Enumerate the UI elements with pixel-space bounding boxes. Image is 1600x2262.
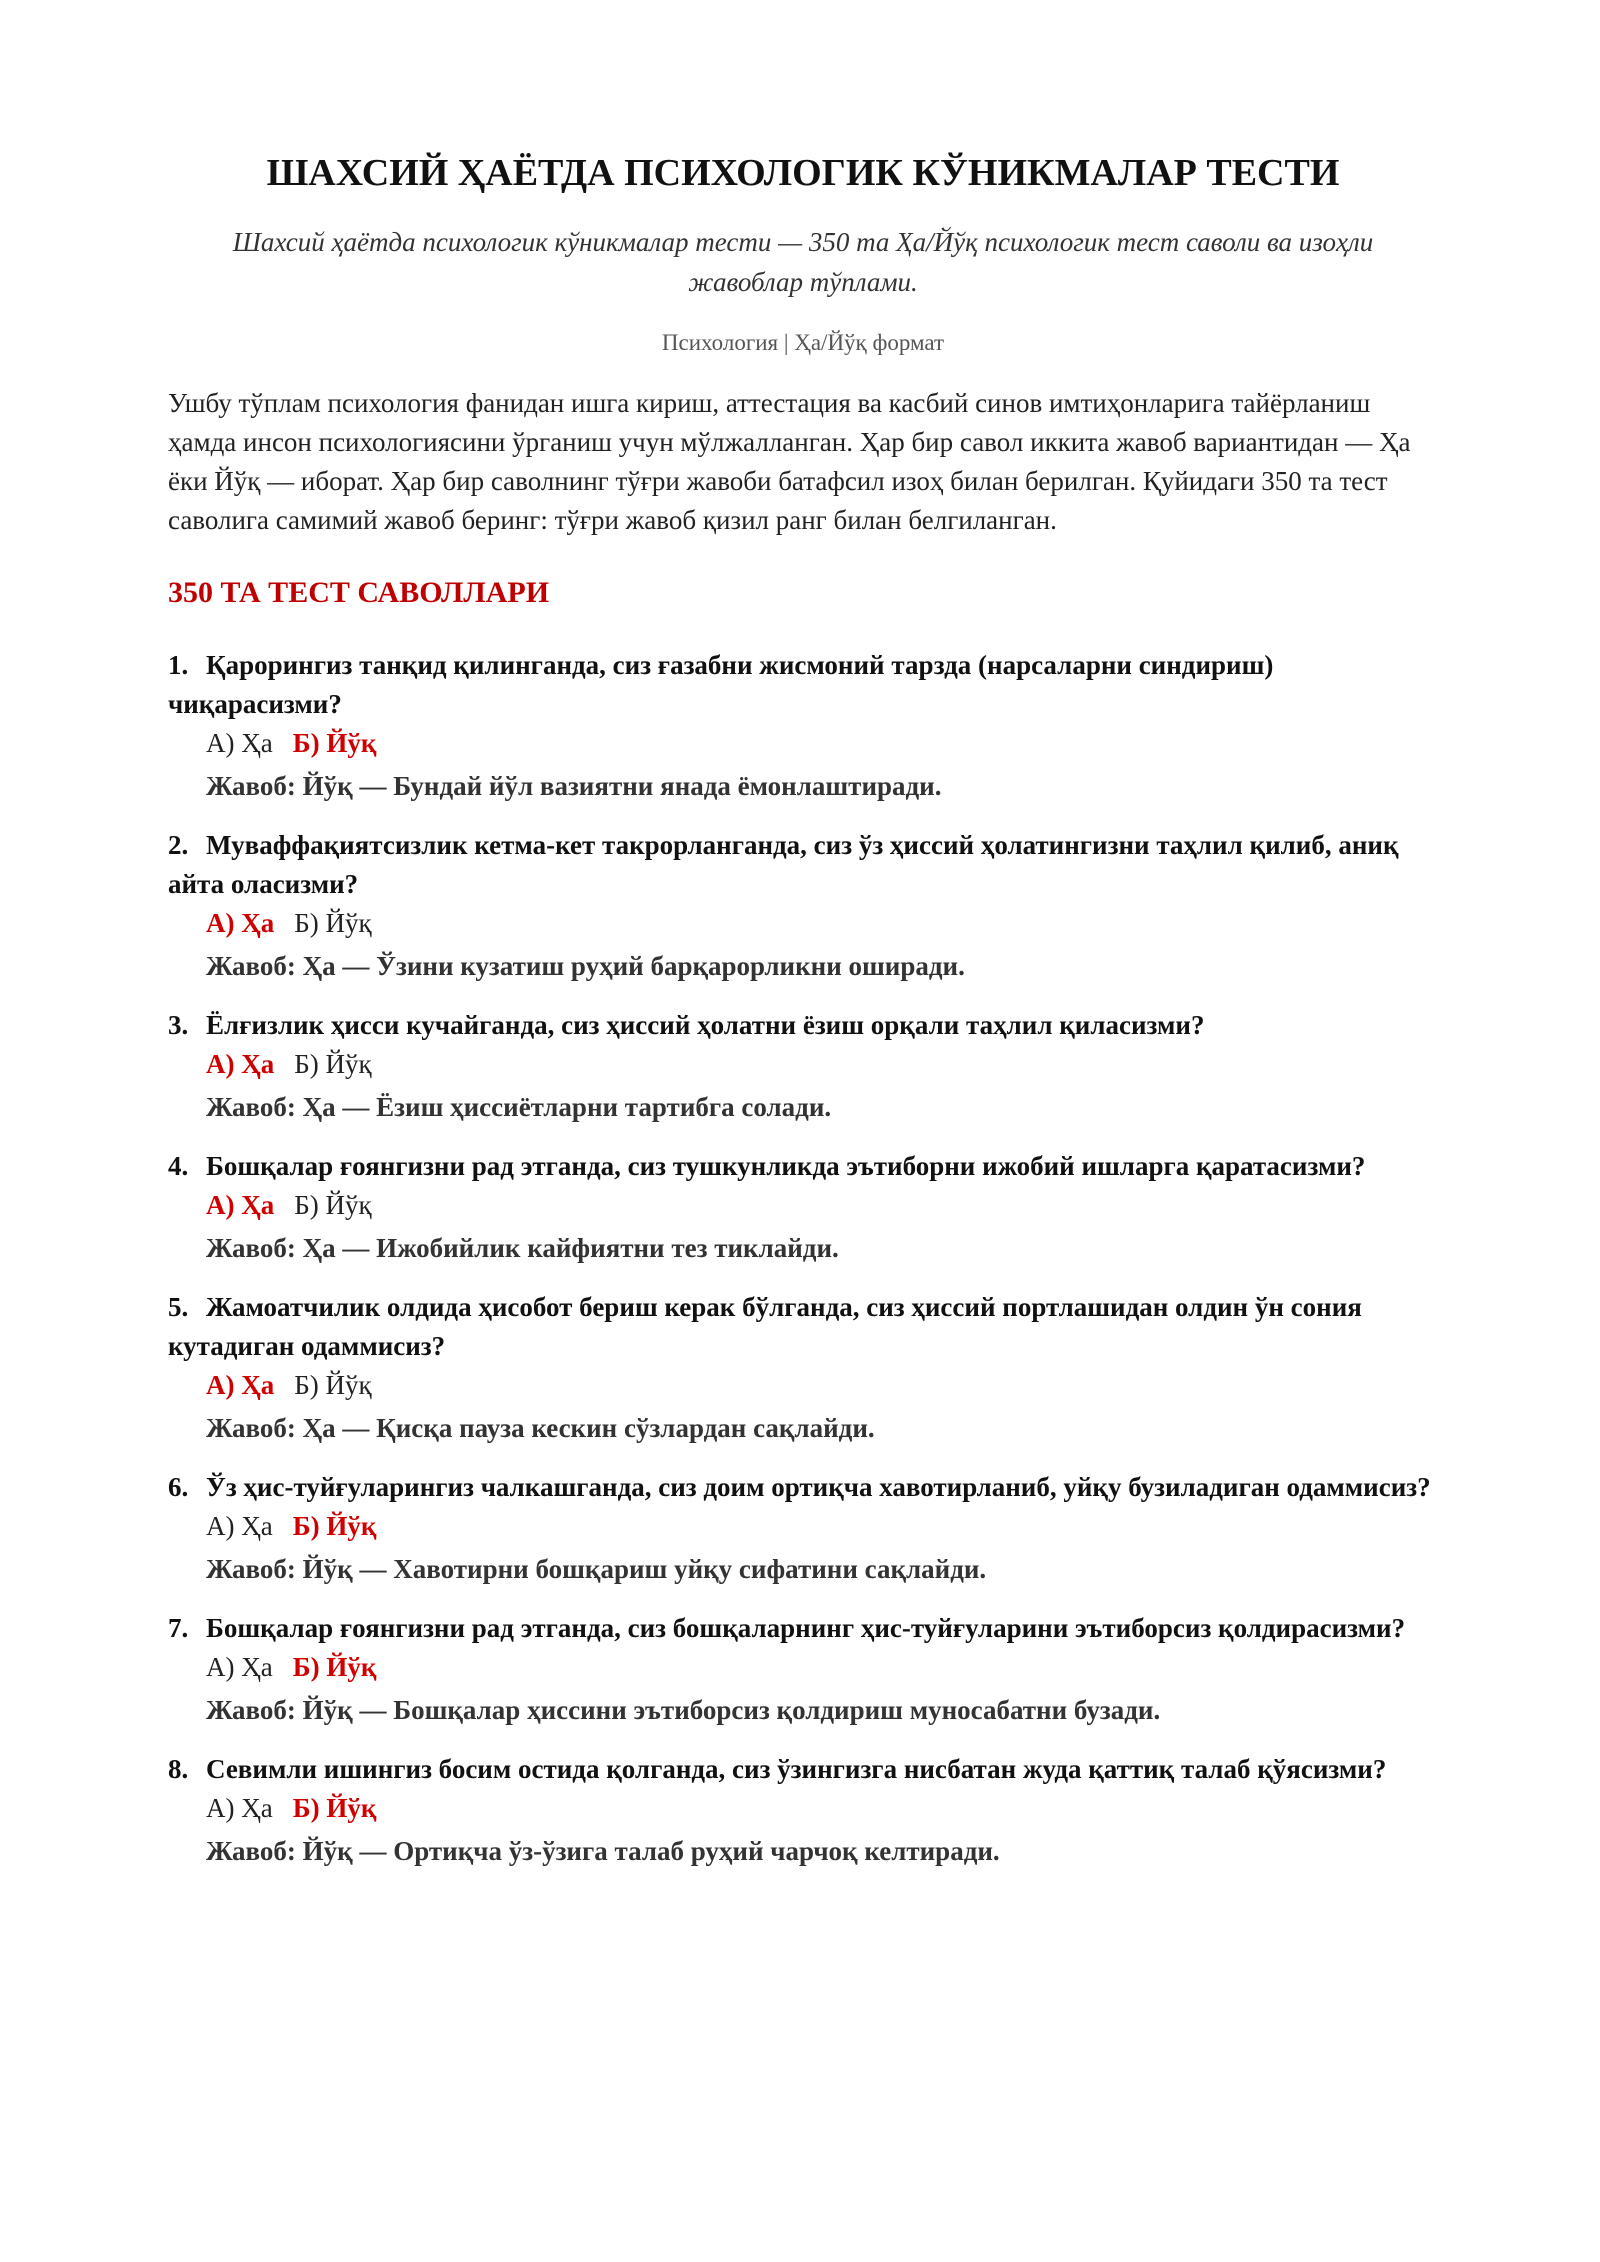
- question-text-line: [168, 646, 1438, 724]
- document-page: [168, 150, 1438, 1891]
- answer-explanation: Жавоб: Йўқ — Бошқалар ҳиссини эътиборсиз қолдириш муносабатни бузади.: [206, 1695, 1161, 1725]
- question-item: [168, 826, 1438, 986]
- question-item: [168, 1006, 1438, 1127]
- question-text: Севимли ишингиз босим остида қолганда, сиз ўзингизга нисбатан жуда қаттиқ талаб қўясизми?: [206, 1754, 1387, 1784]
- document-meta: Психология | Ҳа/Йўқ формат: [661, 330, 945, 355]
- question-text-line: [168, 1468, 1438, 1507]
- option-b[interactable]: Б) Йўқ: [292, 1793, 377, 1823]
- option-b[interactable]: Б) Йўқ: [292, 1511, 377, 1541]
- question-text: Бошқалар ғоянгизни рад этганда, сиз тушкунликда эътиборни ижобий ишларга қаратасизми?: [206, 1151, 1366, 1181]
- option-a[interactable]: А) Ҳа: [206, 728, 273, 758]
- document-title: ШАХСИЙ ҲАЁТДА ПСИХОЛОГИК КЎНИКМАЛАР ТЕСТИ: [266, 152, 1340, 194]
- question-text: Ёлғизлик ҳисси кучайганда, сиз ҳиссий ҳолатни ёзиш орқали таҳлил қиласизми?: [206, 1010, 1205, 1040]
- answer-options: [206, 1507, 1438, 1546]
- option-a[interactable]: А) Ҳа: [206, 1652, 273, 1682]
- option-b[interactable]: Б) Йўқ: [294, 908, 372, 938]
- question-number: 7.: [168, 1613, 189, 1643]
- question-number: 1.: [168, 650, 189, 680]
- option-a[interactable]: А) Ҳа: [206, 1511, 273, 1541]
- question-item: [168, 1750, 1438, 1871]
- question-text: Муваффақиятсизлик кетма-кет такрорланганда, сиз ўз ҳиссий ҳолатингизни таҳлил қилиб, аниқ айта оласизми?: [168, 830, 1399, 899]
- section-heading: 350 ТА ТЕСТ САВОЛЛАРИ: [168, 576, 550, 609]
- option-b[interactable]: Б) Йўқ: [294, 1370, 372, 1400]
- question-number: 3.: [168, 1010, 189, 1040]
- question-text-line: [168, 1288, 1438, 1366]
- answer-explanation: Жавоб: Йўқ — Ортиқча ўз-ўзига талаб руҳий чарчоқ келтиради.: [206, 1836, 1000, 1866]
- question-item: [168, 1609, 1438, 1730]
- answer-explanation: Жавоб: Ҳа — Ўзини кузатиш руҳий барқарорликни оширади.: [206, 951, 965, 981]
- answer-options: [206, 1186, 1438, 1225]
- intro-paragraph: Ушбу тўплам психология фанидан ишга кириш, аттестация ва касбий синов имтиҳонларига тайёрланиш ҳамда инсон психологиясини ўрганиш учун мўлжалланган. Ҳар бир савол иккита жавоб вариантидан — Ҳа ёки Йўқ — иборат. Ҳар бир саволнинг тўғри жавоби батафсил изоҳ билан берилган. Қуйидаги 350 та тест саволига самимий жавоб беринг: тўғри жавоб қизил ранг билан белгиланган.: [168, 388, 1411, 535]
- answer-explanation: Жавоб: Йўқ — Бундай йўл вазиятни янада ёмонлаштиради.: [206, 771, 942, 801]
- answer-explanation: Жавоб: Ҳа — Ёзиш ҳиссиётларни тартибга солади.: [206, 1092, 832, 1122]
- answer-options: [206, 1648, 1438, 1687]
- question-number: 5.: [168, 1292, 189, 1322]
- answer-options: [206, 1789, 1438, 1828]
- question-number: 4.: [168, 1151, 189, 1181]
- option-a[interactable]: А) Ҳа: [206, 908, 275, 938]
- question-item: [168, 1468, 1438, 1589]
- option-a[interactable]: А) Ҳа: [206, 1049, 275, 1079]
- option-a[interactable]: А) Ҳа: [206, 1370, 275, 1400]
- answer-explanation: Жавоб: Ҳа — Қисқа пауза кескин сўзлардан сақлайди.: [206, 1413, 875, 1443]
- question-item: [168, 1288, 1438, 1448]
- question-text-line: [168, 1609, 1438, 1648]
- answer-options: [206, 1366, 1438, 1405]
- option-b[interactable]: Б) Йўқ: [294, 1049, 372, 1079]
- question-item: [168, 646, 1438, 806]
- question-text-line: [168, 1750, 1438, 1789]
- option-b[interactable]: Б) Йўқ: [294, 1190, 372, 1220]
- question-item: [168, 1147, 1438, 1268]
- question-text-line: [168, 826, 1438, 904]
- question-text: Қарорингиз танқид қилинганда, сиз ғазабни жисмоний тарзда (нарсаларни синдириш) чиқарасизми?: [168, 650, 1274, 719]
- question-number: 8.: [168, 1754, 189, 1784]
- question-text: Ўз ҳис-туйғуларингиз чалкашганда, сиз доим ортиқча хавотирланиб, уйқу бузиладиган одаммисиз?: [206, 1472, 1431, 1502]
- option-a[interactable]: А) Ҳа: [206, 1793, 273, 1823]
- answer-options: [206, 1045, 1438, 1084]
- question-text: Бошқалар ғоянгизни рад этганда, сиз бошқаларнинг ҳис-туйғуларини эътиборсиз қолдирасизми?: [206, 1613, 1406, 1643]
- question-text-line: [168, 1006, 1438, 1045]
- answer-explanation: Жавоб: Йўқ — Хавотирни бошқариш уйқу сифатини сақлайди.: [206, 1554, 987, 1584]
- answer-explanation: Жавоб: Ҳа — Ижобийлик кайфиятни тез тиклайди.: [206, 1233, 839, 1263]
- answer-options: [206, 724, 1438, 763]
- option-b[interactable]: Б) Йўқ: [292, 1652, 377, 1682]
- option-a[interactable]: А) Ҳа: [206, 1190, 275, 1220]
- question-number: 6.: [168, 1472, 189, 1502]
- option-b[interactable]: Б) Йўқ: [292, 728, 377, 758]
- question-text: Жамоатчилик олдида ҳисобот бериш керак бўлганда, сиз ҳиссий портлашидан олдин ўн сония кутадиган одаммисиз?: [168, 1292, 1362, 1361]
- question-text-line: [168, 1147, 1438, 1186]
- question-number: 2.: [168, 830, 189, 860]
- answer-options: [206, 904, 1438, 943]
- question-list: [168, 646, 1438, 1871]
- document-subtitle: Шахсий ҳаётда психологик кўникмалар тести — 350 та Ҳа/Йўқ психологик тест саволи ва изоҳли жавоблар тўплами.: [232, 227, 1374, 297]
